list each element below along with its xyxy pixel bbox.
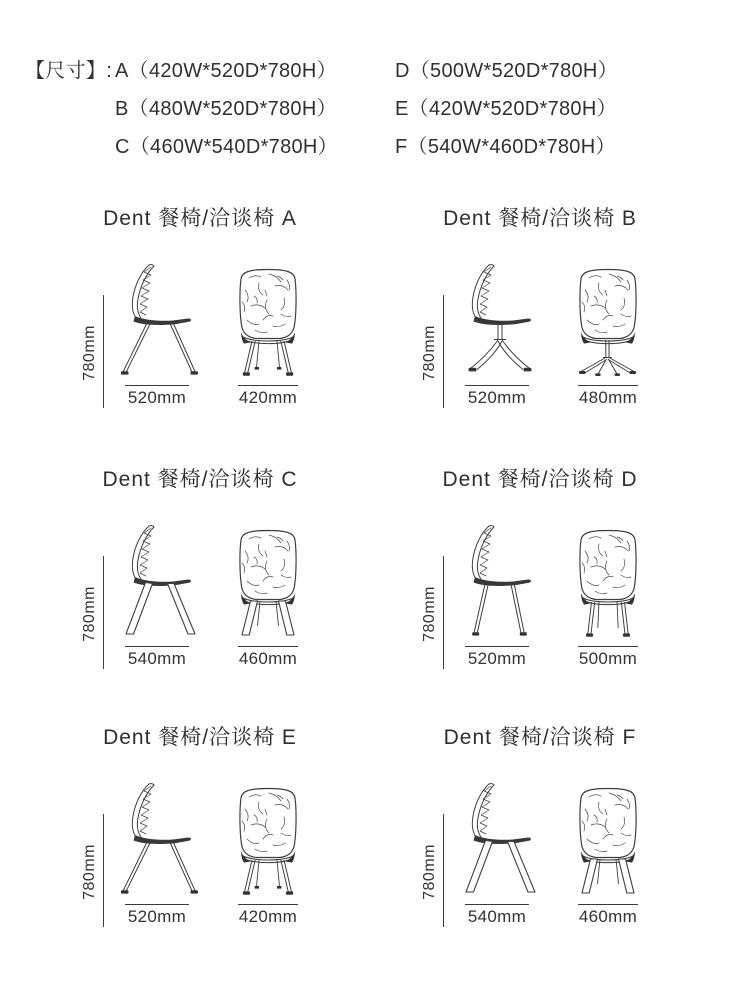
chair-side-drawing xyxy=(107,782,207,897)
size-spec-d: D（500W*520D*780H） xyxy=(395,60,618,82)
chair-side-view xyxy=(447,524,547,669)
chair-side-view xyxy=(107,524,207,669)
chair-front-drawing xyxy=(229,268,307,378)
dimension-figure xyxy=(400,782,710,927)
chair-front-view xyxy=(569,787,647,927)
section-chair-c xyxy=(60,464,370,669)
width-dimension-label: 460mm xyxy=(238,646,298,669)
height-dimension-line xyxy=(443,295,444,408)
chair-front-drawing xyxy=(569,529,647,639)
chair-front-drawing xyxy=(229,787,307,897)
depth-dimension-label: 520mm xyxy=(125,904,189,927)
chair-front-view xyxy=(569,268,647,408)
size-spec-f: F（540W*460D*780H） xyxy=(395,136,616,158)
depth-dimension-label: 540mm xyxy=(125,646,189,669)
chair-side-drawing xyxy=(447,782,547,897)
chair-side-view xyxy=(107,782,207,927)
width-dimension-label: 420mm xyxy=(238,385,298,408)
height-dimension-label: 780mm xyxy=(81,585,98,642)
section-chair-f xyxy=(400,722,710,927)
height-dimension-line xyxy=(103,556,104,669)
section-chair-e xyxy=(60,722,370,927)
section-chair-a xyxy=(60,203,370,408)
section-title: Dent 餐椅/洽谈椅 F xyxy=(443,726,637,749)
dimension-figure xyxy=(60,524,370,669)
size-spec-a: A（420W*520D*780H） xyxy=(115,60,337,82)
height-dimension xyxy=(406,295,444,408)
height-dimension-label: 780mm xyxy=(421,843,438,900)
width-dimension-label: 480mm xyxy=(578,385,638,408)
chair-front-drawing xyxy=(569,268,647,378)
height-dimension-label: 780mm xyxy=(421,324,438,381)
height-dimension xyxy=(66,295,104,408)
chair-front-view xyxy=(229,787,307,927)
chair-side-drawing xyxy=(107,524,207,639)
section-chair-b xyxy=(400,203,710,408)
size-spec-header xyxy=(25,58,618,172)
section-title: Dent 餐椅/洽谈椅 C xyxy=(102,468,298,491)
chair-side-drawing xyxy=(107,263,207,378)
depth-dimension-label: 540mm xyxy=(465,904,529,927)
width-dimension-label: 420mm xyxy=(238,904,298,927)
height-dimension-line xyxy=(443,556,444,669)
width-dimension-label: 460mm xyxy=(578,904,638,927)
dimension-figure xyxy=(60,782,370,927)
section-title: Dent 餐椅/洽谈椅 B xyxy=(443,207,637,230)
height-dimension-line xyxy=(443,814,444,927)
size-spec-label-spacer xyxy=(25,134,115,160)
dimension-figure xyxy=(400,263,710,408)
chair-front-drawing xyxy=(569,787,647,897)
depth-dimension-label: 520mm xyxy=(125,385,189,408)
chair-front-view xyxy=(569,529,647,669)
section-title: Dent 餐椅/洽谈椅 A xyxy=(103,207,297,230)
height-dimension-label: 780mm xyxy=(421,585,438,642)
height-dimension xyxy=(66,556,104,669)
size-spec-row xyxy=(25,58,618,84)
size-spec-label-spacer xyxy=(25,96,115,122)
chair-front-drawing xyxy=(229,529,307,639)
size-spec-row xyxy=(25,96,618,122)
chair-side-view xyxy=(107,263,207,408)
height-dimension-line xyxy=(103,295,104,408)
chair-side-view xyxy=(447,782,547,927)
size-spec-label: 【尺寸】: xyxy=(25,60,113,82)
chair-side-view xyxy=(447,263,547,408)
size-spec-row xyxy=(25,134,618,160)
height-dimension xyxy=(406,814,444,927)
dimension-figure xyxy=(60,263,370,408)
chair-side-drawing xyxy=(447,263,547,378)
dimension-figure xyxy=(400,524,710,669)
chair-front-view xyxy=(229,529,307,669)
height-dimension xyxy=(66,814,104,927)
width-dimension-label: 500mm xyxy=(578,646,638,669)
height-dimension-label: 780mm xyxy=(81,324,98,381)
height-dimension-label: 780mm xyxy=(81,843,98,900)
section-chair-d xyxy=(400,464,710,669)
height-dimension-line xyxy=(103,814,104,927)
chair-side-drawing xyxy=(447,524,547,639)
depth-dimension-label: 520mm xyxy=(465,385,529,408)
size-spec-b: B（480W*520D*780H） xyxy=(115,98,337,120)
height-dimension xyxy=(406,556,444,669)
size-spec-e: E（420W*520D*780H） xyxy=(395,98,617,120)
chair-front-view xyxy=(229,268,307,408)
depth-dimension-label: 520mm xyxy=(465,646,529,669)
section-title: Dent 餐椅/洽谈椅 D xyxy=(442,468,638,491)
section-title: Dent 餐椅/洽谈椅 E xyxy=(103,726,297,749)
size-spec-c: C（460W*540D*780H） xyxy=(115,136,338,158)
